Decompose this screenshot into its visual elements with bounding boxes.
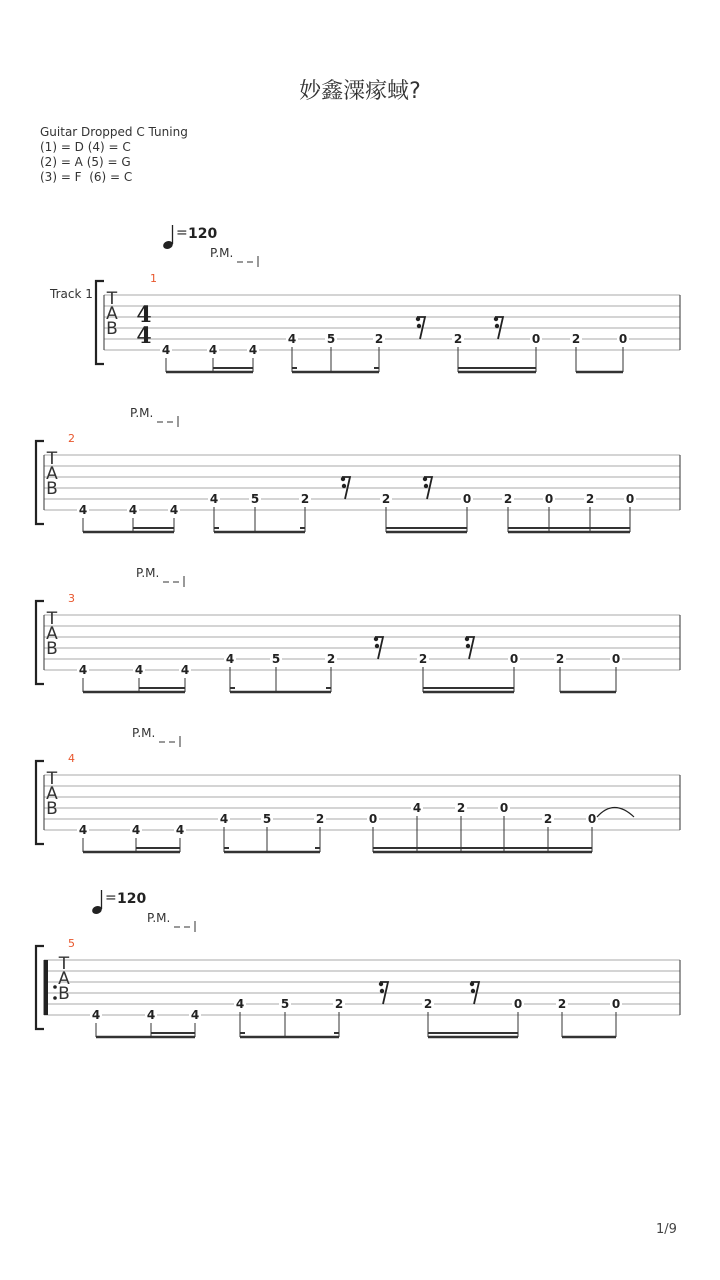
rest-dot [379,982,383,986]
tab-clef-letter: A [46,464,58,484]
track-name: Track 1 [50,287,93,301]
fret-number: 2 [423,997,433,1011]
tab-clef-letter: T [46,769,58,789]
tuning-line: (1) = D (4) = C [40,140,131,154]
page-number: 1/9 [656,1222,677,1237]
fret-number: 4 [248,343,258,357]
measure-number: 3 [68,592,75,605]
fret-number: 2 [453,332,463,346]
tuning-line: (3) = F (6) = C [40,170,133,184]
rest-dot [424,484,428,488]
rest-dot [341,477,345,481]
tab-clef-letter: T [46,609,58,629]
fret-number: 5 [262,812,272,826]
repeat-dot [53,985,57,989]
fret-number: 4 [209,492,219,506]
fret-number: 2 [315,812,325,826]
fret-number: 4 [175,823,185,837]
tab-clef-letter: B [58,984,70,1004]
fret-number: 4 [78,823,88,837]
tempo-bpm: 120 [188,226,218,242]
rest-dot [471,989,475,993]
fret-number: 0 [531,332,541,346]
tab-clef-letter: T [106,289,118,309]
fret-number: 0 [618,332,628,346]
rest-dot [494,317,498,321]
fret-number: 2 [326,652,336,666]
tuning-line: (2) = A (5) = G [40,155,131,169]
fret-number: 4 [235,997,245,1011]
fret-number: 2 [503,492,513,506]
fret-number: 2 [555,652,565,666]
fret-number: 2 [585,492,595,506]
tab-clef-letter: B [46,799,58,819]
fret-number: 4 [208,343,218,357]
fret-number: 0 [513,997,523,1011]
tie-curve [597,808,634,818]
fret-number: 0 [462,492,472,506]
tab-clef-letter: B [46,639,58,659]
fret-number: 4 [225,652,235,666]
measure-number: 1 [150,272,157,285]
rest-dot [417,324,421,328]
fret-number: 0 [611,652,621,666]
rest-dot [466,644,470,648]
fret-number: 4 [219,812,229,826]
fret-number: 4 [169,503,179,517]
rest-dot [495,324,499,328]
tab-clef-letter: T [58,954,70,974]
system-bracket [36,601,44,684]
rest-dot [465,637,469,641]
tuning-name: Guitar Dropped C Tuning [40,125,188,139]
tab-clef-letter: T [46,449,58,469]
fret-number: 2 [557,997,567,1011]
rest-dot [374,637,378,641]
fret-number: 2 [300,492,310,506]
rest-dot [470,982,474,986]
tab-clef-letter: A [46,624,58,644]
fret-number: 4 [190,1008,200,1022]
fret-number: 4 [91,1008,101,1022]
fret-number: 4 [146,1008,156,1022]
palm-mute-label: P.M. [136,566,160,580]
fret-number: 0 [368,812,378,826]
fret-number: 0 [499,801,509,815]
measure-number: 5 [68,937,75,950]
fret-number: 4 [180,663,190,677]
fret-number: 5 [250,492,260,506]
fret-number: 0 [611,997,621,1011]
fret-number: 4 [287,332,297,346]
palm-mute-label: P.M. [210,246,234,260]
tempo-equals: = [176,225,188,241]
rest-dot [380,989,384,993]
fret-number: 0 [587,812,597,826]
tab-clef-letter: B [46,479,58,499]
fret-number: 4 [78,503,88,517]
fret-number: 0 [544,492,554,506]
fret-number: 2 [543,812,553,826]
fret-number: 2 [381,492,391,506]
fret-number: 4 [128,503,138,517]
palm-mute-label: P.M. [130,406,154,420]
fret-number: 2 [334,997,344,1011]
tab-clef-letter: A [46,784,58,804]
system-bracket [36,946,44,1029]
fret-number: 2 [418,652,428,666]
system-bracket [36,441,44,524]
rest-dot [342,484,346,488]
time-signature-bottom: 4 [136,323,152,349]
palm-mute-label: P.M. [132,726,156,740]
measure-number: 2 [68,432,75,445]
fret-number: 0 [509,652,519,666]
fret-number: 2 [374,332,384,346]
palm-mute-label: P.M. [147,911,171,925]
tempo-bpm: 120 [117,891,147,907]
fret-number: 0 [625,492,635,506]
fret-number: 2 [571,332,581,346]
fret-number: 2 [456,801,466,815]
system-bracket [36,761,44,844]
rest-dot [416,317,420,321]
tab-clef-letter: B [106,319,118,339]
time-signature-top: 4 [136,302,152,328]
system-bracket [96,281,104,364]
measure-number: 4 [68,752,75,765]
fret-number: 5 [280,997,290,1011]
fret-number: 5 [326,332,336,346]
tab-clef-letter: A [58,969,70,989]
fret-number: 5 [271,652,281,666]
fret-number: 4 [412,801,422,815]
rest-dot [423,477,427,481]
rest-dot [375,644,379,648]
tempo-equals: = [105,890,117,906]
song-title: 妙鑫潥瘃蜮? [299,79,421,104]
fret-number: 4 [131,823,141,837]
fret-number: 4 [78,663,88,677]
repeat-dot [53,996,57,1000]
fret-number: 4 [134,663,144,677]
tab-clef-letter: A [106,304,118,324]
fret-number: 4 [161,343,171,357]
